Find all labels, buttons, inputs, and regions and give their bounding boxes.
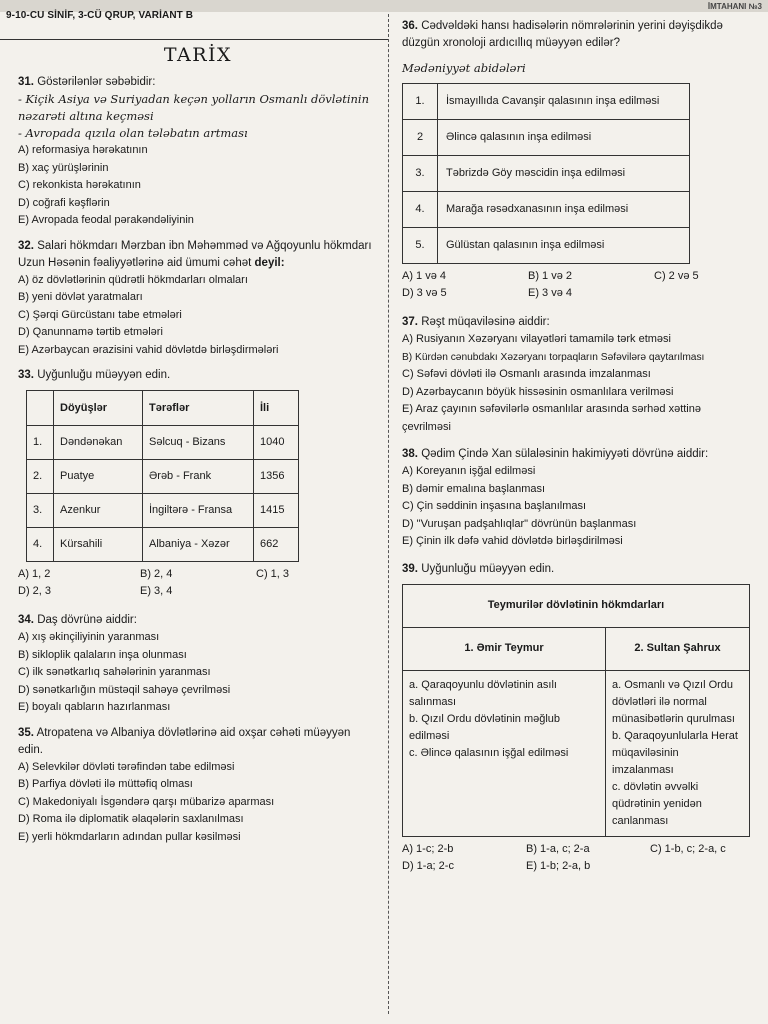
question-number: 35. [18, 726, 34, 739]
option-b: B) 2, 4 [140, 568, 173, 580]
option-e: E) 1-b; 2-a, b [526, 859, 591, 872]
question-number: 31. [18, 76, 34, 88]
question-number: 38. [402, 448, 418, 460]
table-header-row [27, 391, 299, 426]
right-column [402, 18, 752, 883]
option-a: A) 1-c; 2-b [402, 842, 454, 855]
question-stem [18, 74, 378, 91]
table-header: Döyüşlər [54, 391, 143, 426]
option-d: D) 2, 3 [18, 585, 52, 597]
table-cell: 3. [403, 156, 438, 192]
option-c: C) 2 və 5 [654, 270, 699, 282]
table-cell: 4. [403, 192, 438, 228]
monuments-table [402, 83, 690, 264]
table-row [403, 670, 750, 836]
question-stem [18, 612, 378, 629]
question-text: Uyğunluğu müəyyən edin. [37, 369, 171, 381]
table-cell: 662 [254, 528, 299, 562]
table-title: Mədəniyyət abidələri [402, 61, 526, 75]
table-header-number [27, 391, 54, 426]
premise-2: - Avropada qızıla olan tələbatın artması [18, 126, 248, 140]
option-d: D) sənətkarlığın müstəqil sahəyə çevrilməsi [18, 683, 231, 696]
question-stem [402, 446, 752, 463]
table-row [27, 460, 299, 494]
question-number: 39. [402, 562, 418, 575]
option-a: A) Koreyanın işğal edilməsi [402, 465, 536, 477]
battles-table [26, 390, 299, 562]
option-e: E) Azərbaycan ərazisini vahid dövlətdə birləşdirmələri [18, 343, 279, 356]
question-35 [18, 725, 378, 847]
question-stem [18, 238, 378, 272]
option-a: A) Selevkilər dövləti tərəfindən tabe edilməsi [18, 760, 235, 773]
option-b: B) 1 və 2 [528, 270, 573, 282]
list-item: c. Əlincə qalasının işğal edilməsi [409, 746, 569, 759]
list-item: a. Osmanlı və Qızıl Ordu dövlətləri ilə normal münasibətlərin qurulması [612, 678, 735, 725]
question-31 [18, 74, 378, 230]
table-row [27, 494, 299, 528]
table-row [403, 84, 690, 120]
table-cell: 4. [27, 528, 54, 562]
option-b: B) yeni dövlət yaratmaları [18, 291, 143, 303]
option-a: A) öz dövlətlərinin qüdrətli hökmdarları olmaları [18, 273, 248, 286]
question-37 [402, 314, 752, 436]
table-cell [403, 670, 606, 836]
question-text: Atropatena və Albaniya dövlətlərinə aid oxşar cəhəti müəyyən edin. [18, 726, 351, 756]
table-cell: Ərəb - Frank [143, 460, 254, 494]
question-number: 34. [18, 614, 34, 626]
question-number: 36. [402, 20, 418, 32]
table-cell: Təbrizdə Göy məscidin inşa edilməsi [438, 156, 690, 192]
question-38 [402, 446, 752, 551]
table-cell: 3. [27, 494, 54, 528]
option-d: D) 1-a; 2-c [402, 859, 454, 872]
question-number: 33. [18, 369, 34, 381]
option-e: E) Araz çayının səfəvilərlə osmanlılar arasında sərhəd xəttinə çevrilməsi [402, 403, 701, 433]
answer-options [18, 566, 378, 600]
option-a: A) 1 və 4 [402, 270, 447, 282]
table-cell: İsmayıllıda Cavanşir qalasının inşa edilməsi [438, 84, 690, 120]
table-subheader-row [403, 627, 750, 670]
list-item: b. Qızıl Ordu dövlətinin məğlub edilməsi [409, 712, 561, 742]
table-cell: 1356 [254, 460, 299, 494]
table-cell: Dəndənəkan [54, 426, 143, 460]
table-row [403, 192, 690, 228]
table-cell: 2 [403, 120, 438, 156]
question-number: 37. [402, 316, 418, 328]
option-c: C) Şərqi Gürcüstanı tabe etmələri [18, 308, 182, 321]
option-d: D) Roma ilə diplomatik əlaqələrin saxlanılması [18, 813, 244, 825]
question-stem [402, 561, 752, 578]
question-33 [18, 367, 378, 600]
option-e: E) 3 və 4 [528, 287, 573, 299]
table-cell: Azenkur [54, 494, 143, 528]
question-stem [18, 725, 378, 759]
question-text: Salari hökmdarı Mərzban ibn Məhəmməd və Ağqoyunlu hökmdarı Uzun Həsənin fəaliyyətlərinə aid ümumi cəhət [18, 239, 372, 269]
table-cell: 1. [27, 426, 54, 460]
table-cell: İngiltərə - Fransa [143, 494, 254, 528]
option-e: E) boyalı qabların hazırlanması [18, 701, 171, 713]
option-e: E) yerli hökmdarların adından pullar kəsilməsi [18, 830, 241, 843]
answer-options [402, 268, 752, 302]
table-row [403, 120, 690, 156]
answer-options [402, 841, 752, 875]
option-c: C) Səfəvi dövləti ilə Osmanlı arasında imzalanması [402, 368, 651, 380]
option-c: C) ilk sənətkarlıq sahələrinin yaranması [18, 666, 211, 678]
list-item: a. Qaraqoyunlu dövlətinin asılı salınması [409, 678, 557, 708]
option-d: D) Azərbaycanın böyük hissəsinin osmanlılara verilməsi [402, 385, 674, 398]
option-c: C) Makedoniyalı İsgəndərə qarşı mübarizə aparması [18, 795, 275, 808]
table-cell: Əlincə qalasının inşa edilməsi [438, 120, 690, 156]
option-b: B) 1-a, c; 2-a [526, 842, 590, 855]
question-39 [402, 561, 752, 875]
table-cell: Kürsahili [54, 528, 143, 562]
subject-title: TARİX [163, 44, 233, 66]
option-c: C) rekonkista hərəkatının [18, 179, 141, 191]
table-cell: 1040 [254, 426, 299, 460]
option-d: D) coğrafi kəşflərin [18, 196, 110, 209]
option-a: A) reformasiya hərəkatının [18, 144, 148, 156]
question-text-emphasis: deyil: [254, 256, 285, 269]
option-d: D) Qanunnamə tərtib etmələri [18, 326, 163, 338]
question-text: Qədim Çində Xan sülaləsinin hakimiyyəti dövrünə aiddir: [421, 448, 709, 460]
table-row [403, 228, 690, 264]
question-text: Göstərilənlər səbəbidir: [37, 76, 156, 88]
option-a: A) 1, 2 [18, 568, 51, 580]
table-header: 2. Sultan Şahrux [606, 627, 750, 670]
page-header-right: İMTAHANI №3 [707, 2, 762, 11]
question-number: 32. [18, 239, 34, 252]
table-cell: 1415 [254, 494, 299, 528]
table-cell: Puatye [54, 460, 143, 494]
table-header: Tərəflər [143, 391, 254, 426]
table-row [403, 156, 690, 192]
table-cell: 2. [27, 460, 54, 494]
table-row [27, 528, 299, 562]
table-header: 1. Əmir Teymur [403, 627, 606, 670]
option-c: C) 1-b, c; 2-a, c [650, 842, 726, 855]
option-b: B) xaç yürüşlərinin [18, 161, 109, 174]
option-a: A) xış əkinçiliyinin yaranması [18, 631, 160, 643]
option-b: B) Parfiya dövləti ilə müttəfiq olması [18, 778, 193, 790]
question-text: Cədvəldəki hansı hadisələrin nömrələrinin yerini dəyişdikdə düzgün xronoloji ardıcıllıq müəyyən edilər? [402, 20, 723, 49]
option-c: C) Çin səddinin inşasına başlanılması [402, 500, 587, 512]
question-text: Rəşt müqaviləsinə aiddir: [421, 316, 550, 328]
list-item: c. dövlətin əvvəlki qüdrətinin yenidən canlanması [612, 780, 702, 827]
table-cell: Səlcuq - Bizans [143, 426, 254, 460]
question-stem [18, 367, 378, 384]
table-cell: Marağa rəsədxanasının inşa edilməsi [438, 192, 690, 228]
table-cell [606, 670, 750, 836]
table-header-row [403, 584, 750, 627]
option-e: E) 3, 4 [140, 585, 173, 597]
left-column [18, 44, 378, 854]
question-36 [402, 18, 752, 302]
option-b: B) sikloplik qalaların inşa olunması [18, 648, 187, 661]
question-stem [402, 314, 752, 331]
option-c: C) 1, 3 [256, 568, 290, 580]
option-b: B) Kürdən cənubdakı Xəzəryanı torpaqların Səfəvilərə qaytarılması [402, 351, 705, 363]
header-rule [0, 39, 388, 40]
question-text: Daş dövrünə aiddir: [37, 614, 137, 626]
option-a: A) Rusiyanın Xəzəryanı vilayətləri tamamilə tərk etməsi [402, 333, 671, 345]
list-item: b. Qaraqoyunlularla Herat müqaviləsinin imzalanması [612, 729, 738, 776]
table-header: İli [254, 391, 299, 426]
column-divider [388, 14, 389, 1014]
question-34 [18, 612, 378, 717]
table-cell: Gülüstan qalasının inşa edilməsi [438, 228, 690, 264]
option-b: B) dəmir emalına başlanması [402, 482, 546, 495]
page-header-left: 9-10-CU SİNİF, 3-CÜ QRUP, VARİANT B [6, 10, 194, 21]
question-32 [18, 238, 378, 360]
premise-1: - Kiçik Asiya və Suriyadan keçən yolların Osmanlı dövlətinin nəzarəti altına keçməsi [18, 92, 370, 123]
table-cell: Albaniya - Xəzər [143, 528, 254, 562]
table-cell: 1. [403, 84, 438, 120]
question-stem [402, 18, 752, 52]
option-d: D) 3 və 5 [402, 287, 447, 299]
table-row [27, 426, 299, 460]
option-e: E) Çinin ilk dəfə vahid dövlətdə birləşdirilməsi [402, 535, 623, 547]
option-e: E) Avropada feodal pərakəndəliyinin [18, 214, 194, 226]
table-title: Teymurilər dövlətinin hökmdarları [403, 584, 750, 627]
option-d: D) "Vuruşan padşahlıqlar" dövrünün başlanması [402, 517, 637, 530]
question-text: Uyğunluğu müəyyən edin. [421, 562, 555, 575]
rulers-table [402, 584, 750, 837]
table-cell: 5. [403, 228, 438, 264]
